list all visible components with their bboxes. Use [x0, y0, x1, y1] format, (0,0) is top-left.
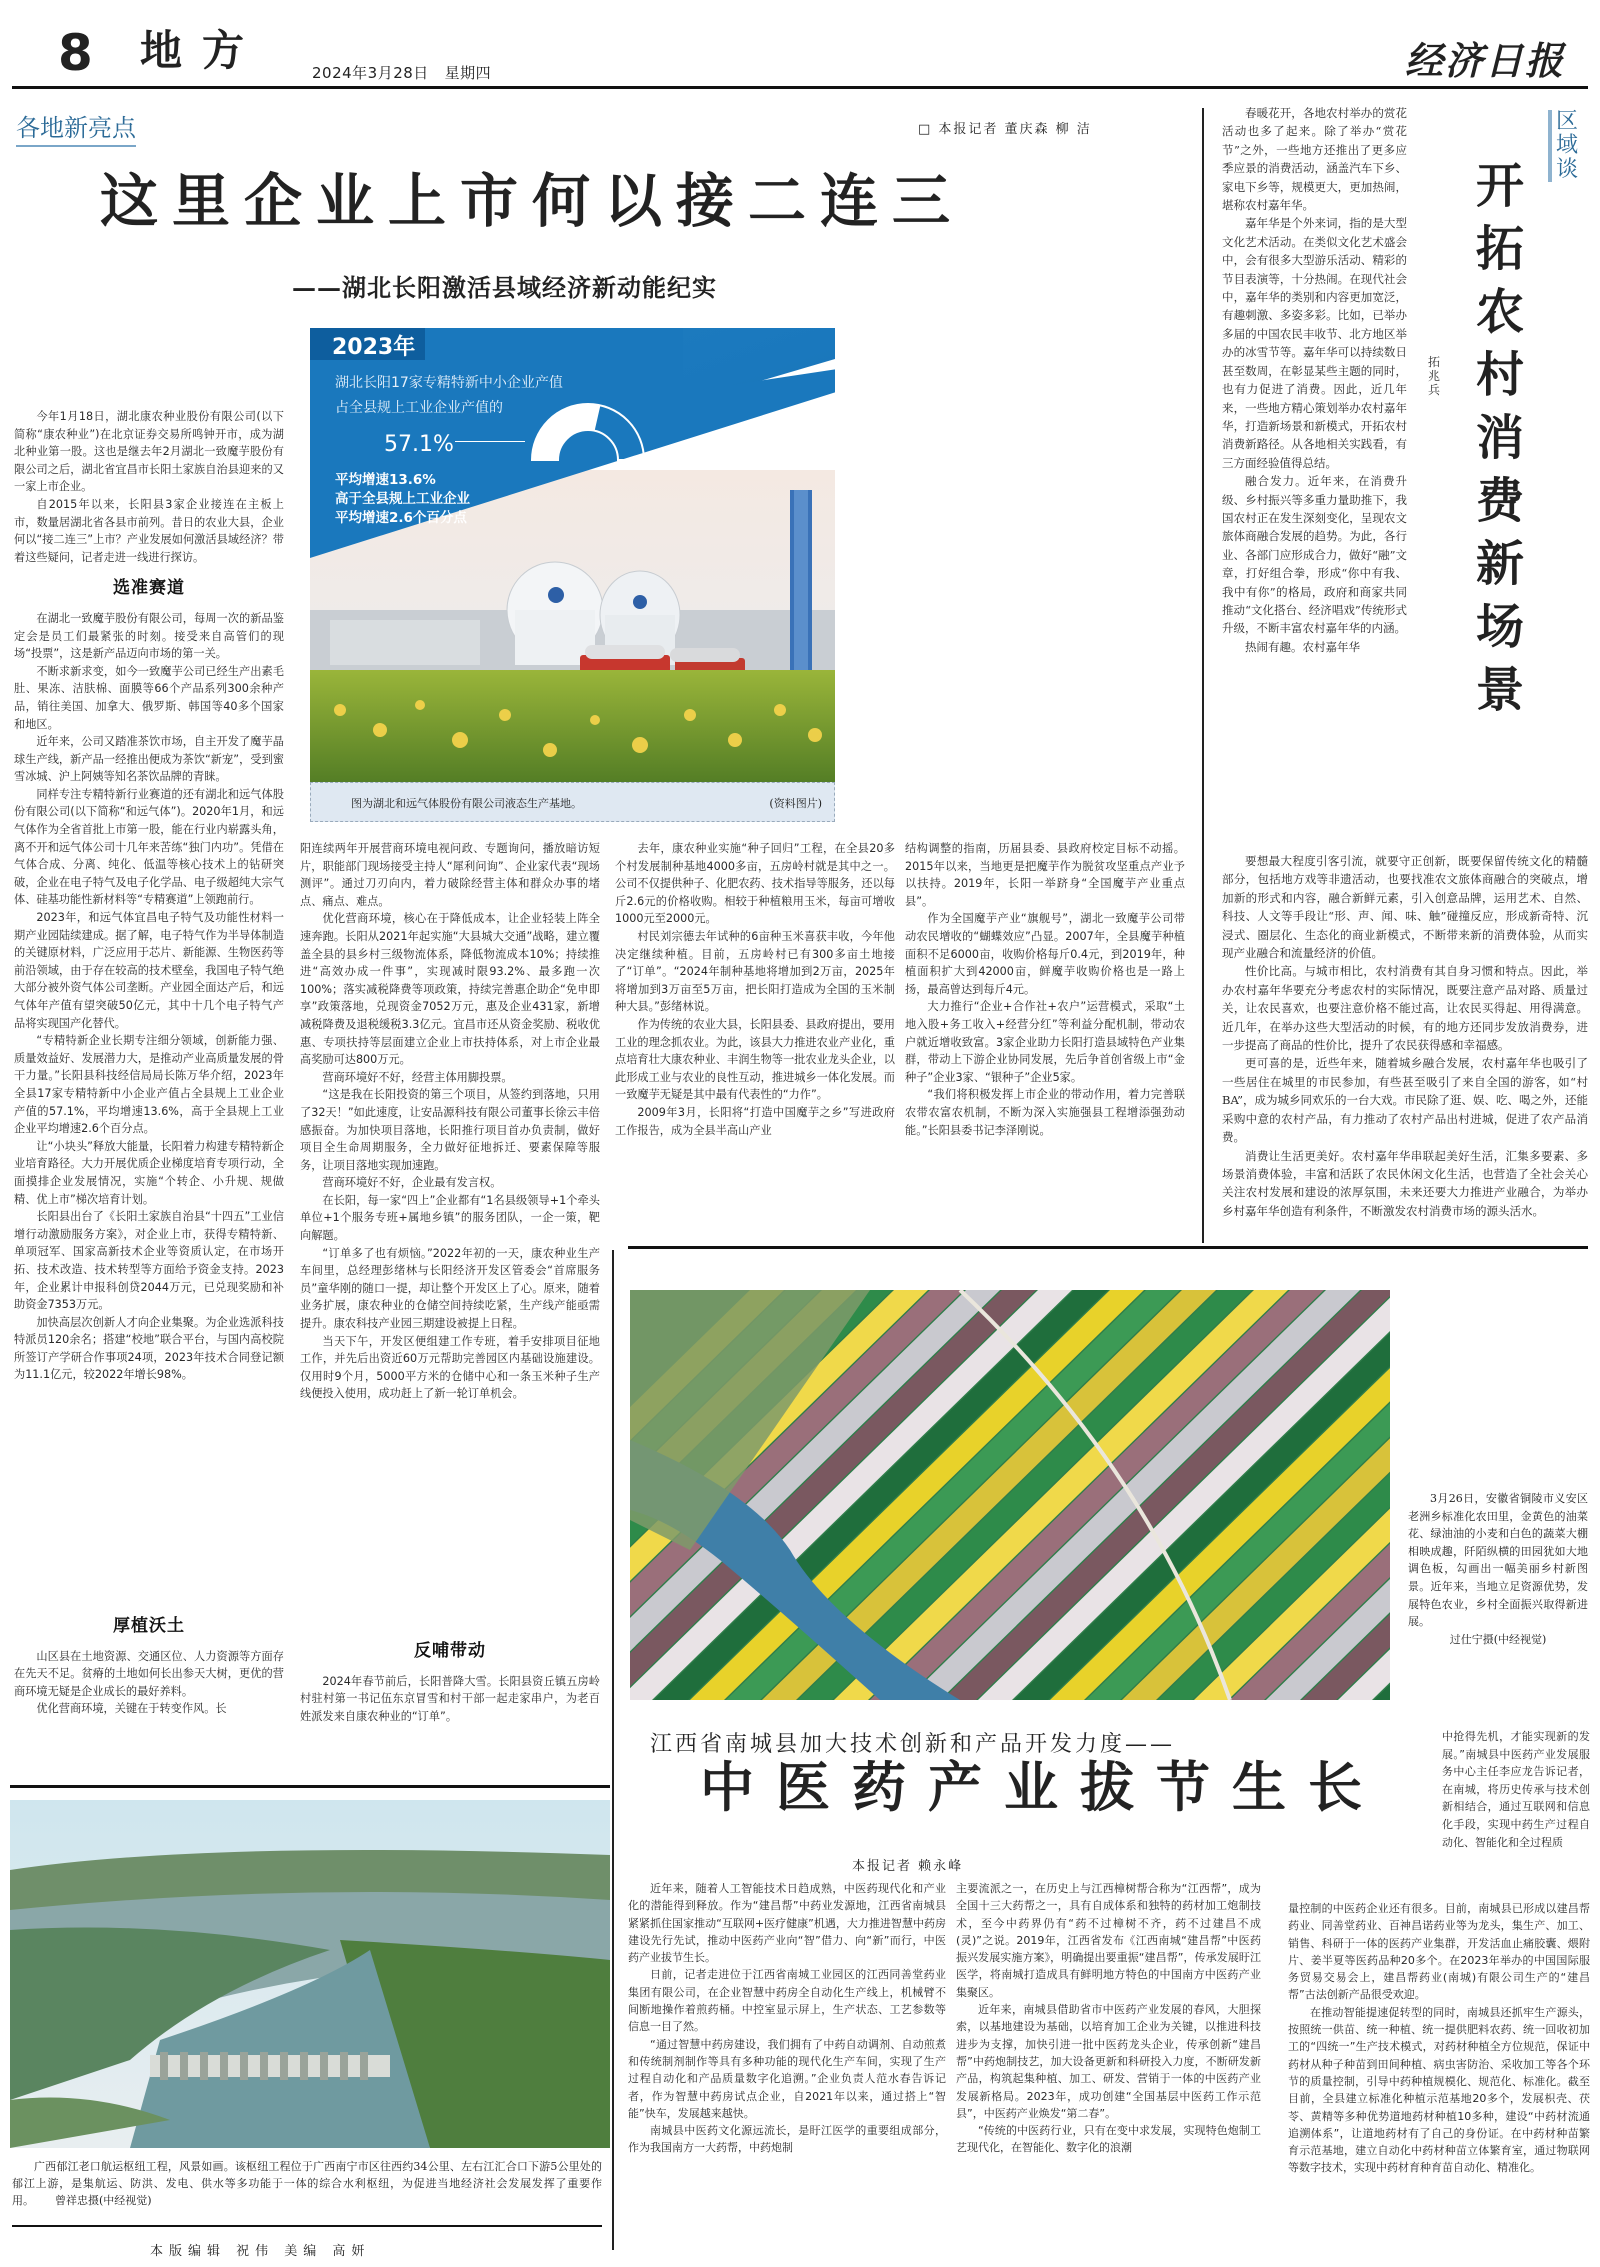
headline-char: 开 [1475, 158, 1524, 214]
article1-column-1-bottom [14, 1612, 284, 1780]
article1-headline: 这里企业上市何以接二连三 [100, 167, 965, 235]
section-divider [628, 1246, 1588, 1249]
paragraph: 要想最大程度引客引流，就要守正创新，既要保留传统文化的精髓部分，包括地方戏等非遗活动，也要找准农文旅体商融合的突破点，增加新的形式和内容，融合新鲜元素，引入创意品牌，运用艺术、自然、科技、人文等手段让“形、声、闻、味、触”碰撞反应，形成新奇特、沉浸式、圈层化、生态化的商业新模式，不断带来新的消费体验，从而实现产业融合和流量经济的价值。 [1222, 854, 1588, 961]
infographic-year: 2023年 [310, 328, 425, 360]
paragraph: 近年来，随着人工智能技术日趋成熟，中医药现代化和产业化的潜能得到释放。作为“建昌帮”中药业发源地，江西省南城县紧紧抓住国家推动“互联网+医疗健康”机遇，大力推进智慧中药房建设先行先试，推动中医药产业向“智”借力、向“新”而行，中医药产业拔节生长。 [628, 1882, 946, 1965]
paragraph: 在推动智能提速促转型的同时，南城县还抓牢生产源头，按照统一供苗、统一种植、统一提供肥料农药、统一回收初加工的“四统一”生产技术模式，对药材种植全方位规范，保证中药材从种子种苗到田间种植、病虫害防治、采收加工等各个环节的质量控制，引导中药种植规模化、规范化、标准化。截至目前，全县建立标准化种植示范基地20多个，发展枳壳、茯苓、黄精等多种优势道地药材种植10多种，建设“中药材流通追溯体系”，让道地药材有了自己的身份证。在中药材种苗繁育示范基地，建立自动化中药材种苗立体繁育室，通过物联网等数字技术，实现中药材育种育苗自动化、精准化。 [1288, 2005, 1590, 2175]
paragraph: 2024年春节前后，长阳普降大雪。长阳县资丘镇五房岭村驻村第一书记伍东京冒雪和村干部一起走家串户，为老百姓派发来自康农种业的“订单”。 [300, 1674, 600, 1723]
paragraph: 去年，康农种业实施“种子回归”工程，在全县20多个村发展制种基地4000多亩，五房岭村就是其中之一。公司不仅提供种子、化肥农药、技术指导等服务，还以每斤2.6元的价格收购。相较于种植粮用玉米，每亩可增收1000元至2000元。 [615, 842, 895, 926]
commentary-headline [1475, 155, 1525, 722]
paragraph: 中抢得先机，才能实现新的发展。”南城县中医药产业发展服务中心主任李应龙告诉记者，在南城，将历史传承与技术创新相结合，通过互联网和信息化手段，实现中药生产过程自动化、智能化和全过程质 [1442, 1730, 1590, 1849]
headline-char: 拓 [1475, 221, 1524, 277]
farmland-caption-box [1408, 1490, 1588, 1648]
date: 2024年3月28日 [312, 64, 429, 82]
commentary-narrow [1222, 104, 1407, 852]
headline-char: 农 [1475, 284, 1524, 340]
paragraph: “专精特新企业长期专注细分领域，创新能力强、质量效益好、发展潜力大，是推动产业高质量发展的骨干力量。”长阳县科技经信局局长陈万华介绍，2023年全县17家专精特新中小企业产值占全县规上工业企业产值的57.1%，平均增速13.6%，高于全县规上工业企业平均增速2.6个百分点。 [14, 1034, 284, 1136]
paragraph: 营商环境好不好，经营主体用脚投票。 [322, 1070, 513, 1084]
subhead-xuanzhun: 选准赛道 [113, 578, 185, 599]
section-name: 地方 [140, 26, 265, 75]
headline-char: 景 [1475, 662, 1524, 718]
paragraph: 村民刘宗德去年试种的6亩种玉米喜获丰收，今年他决定继续种植。目前，五房岭村已有300多亩土地接了“订单”。“2024年制种基地将增加到2万亩，2025年将增加到3万亩至5万亩，把长阳打造成为全国的玉米制种大县。”彭绪林说。 [615, 929, 895, 1014]
article2-byline: 本报记者 赖永峰 [852, 1859, 964, 1874]
photo1-caption-box [310, 782, 835, 822]
paragraph: 让“小块头”释放大能量，长阳着力构建专精特新企业培育路径。大力开展优质企业梯度培育专项行动，全面摸排企业发展情况，实施“个转企、小升规、规做精、优上市”梯次培育计划。 [14, 1139, 284, 1206]
column-label: 区域谈 [1548, 110, 1576, 182]
paragraph: 大力推行“企业+合作社+农户”运营模式，采取“土地入股+务工收入+经营分红”等利益分配机制，带动农户就近增收致富。3家企业助力长阳打造县域特色产业集群，带动上下游企业协同发展，先后争首创省级上市“金种子”企业3家、“银种子”企业5家。 [905, 1000, 1185, 1084]
subhead-houzhi: 厚植沃土 [113, 1616, 185, 1636]
masthead-rule [12, 86, 1588, 89]
dam-photo [10, 1800, 610, 2148]
column-divider [1202, 108, 1204, 1243]
percent-gauge [528, 400, 648, 464]
paragraph: 在长阳，每一家“四上”企业都有“1名县级领导+1个牵头单位+1个服务专班+属地乡镇”的服务团队，一企一策，靶向解题。 [300, 1193, 600, 1243]
subhead-fanbu: 反哺带动 [414, 1641, 486, 1661]
article1-column-1 [14, 408, 284, 1653]
section-kicker: 各地新亮点 [16, 108, 136, 147]
infographic-bottom-1: 平均增速13.6% [335, 472, 436, 488]
dam-divider [10, 1785, 610, 1788]
dam-caption [12, 2158, 602, 2209]
photo1-caption: 图为湖北和远气体股份有限公司液态生产基地。 [351, 797, 582, 810]
farmland-aerial-photo [630, 1290, 1390, 1700]
paragraph: 同样专注专精特新行业赛道的还有湖北和远气体股份有限公司(以下简称“和远气体”)。2020年1月，和远气体作为全省首批上市第一股，能在行业内崭露头角，离不开和远气体公司十几年来苦练“独门内功”。凭借在气体合成、分离、纯化、低温等核心技术上的钻研突破，企业在电子特气及电子化学品、电子级超纯大宗气体、硅基功能性新材料等“专精赛道”上领跑前行。 [14, 787, 284, 907]
weekday: 星期四 [444, 64, 492, 82]
article2-column-2 [956, 1880, 1261, 2265]
article1-column-2-bottom [300, 1615, 600, 1780]
paragraph: 今年1月18日，湖北康农种业股份有限公司(以下简称“康农种业”)在北京证券交易所鸣钟开市，成为湖北种业第一股。这也是继去年2月湖北一致魔芋股份有限公司之后，湖北省宜昌市长阳土家族自治县迎来的又一家上市企业。 [14, 410, 284, 494]
paragraph: 近年来，公司又踏准茶饮市场，自主开发了魔芋晶球生产线，新产品一经推出便成为茶饮“新宠”，受到蜜雪冰城、沪上阿姨等知名茶饮品牌的青睐。 [14, 735, 284, 784]
infographic-bottom-2: 高于全县规上工业企业 [335, 491, 470, 507]
article2-headline: 中医药产业拔节生长 [700, 1755, 1384, 1819]
paragraph: 更可喜的是，近些年来，随着城乡融合发展，农村嘉年华也吸引了一些居住在城里的市民参加，有些甚至吸引了来自全国的游客，如“村BA”，成为城乡同欢乐的一台大戏。市民除了逛、娱、吃、喝之外，还能采购中意的农村产品，有力推动了农村产品出村进城，促进了农产品消费。 [1222, 1056, 1588, 1145]
paragraph: 营商环境好不好，企业最有发言权。 [322, 1176, 502, 1190]
column-divider-left [612, 1250, 614, 2250]
paragraph: 2009年3月，长阳将“打造中国魔芋之乡”写进政府工作报告，成为全县半高山产业 [615, 1105, 895, 1137]
headline-char: 费 [1475, 473, 1524, 529]
infographic-line-1: 湖北长阳17家专精特新中小企业产值 [335, 375, 563, 391]
article1-subheadline: ——湖北长阳激活县域经济新动能纪实 [292, 273, 717, 302]
article2-column-3-top [1442, 1728, 1590, 1896]
headline-char: 新 [1475, 536, 1524, 592]
paragraph: 优化营商环境，核心在于降低成本，让企业轻装上阵全速奔跑。长阳从2021年起实施“大县城大交通”战略，建立覆盖全县的县乡村三级物流体系，降低物流成本10%；持续推进“高效办成一件事”，实现减时限93.2%、最多跑一次100%；落实减税降费等项政策，持续完善惠企助企“免申即享”政策落地，兑现资金7052万元，惠及企业431家，新增减税降费及退税缓税3.3亿元。宜昌市还从资金奖励、税收优惠、专项扶持等层面建立企业上市扶持体系，对上市企业最高奖励可达800万元。 [300, 912, 600, 1067]
footer-rule [12, 2225, 602, 2227]
article2-kicker: 江西省南城县加大技术创新和产品开发力度—— [650, 1732, 1176, 1757]
paragraph: 南城县中医药文化源远流长，是盱江医学的重要组成部分，作为我国南方一大药帮，中药炮制 [628, 2124, 946, 2155]
article1-byline: □ 本报记者 董庆森 柳 洁 [918, 122, 1092, 137]
paragraph: 消费让生活更美好。农村嘉年华串联起美好生活，汇集多要素、多场景消费体验，丰富和活跃了农民休闲文化生活，也营造了全社会关心关注农村发展和建设的浓厚氛围，未来还要大力推进产业融合，为举办乡村嘉年华创造有利条件，不断激发农村消费市场的源头活水。 [1222, 1148, 1588, 1218]
paragraph: 日前，记者走进位于江西省南城工业园区的江西同善堂药业集团有限公司，在企业智慧中药房全自动化生产线上，机械臂不间断地操作着煎药桶。中控室显示屏上，生产状态、工艺参数等信息一目了然。 [628, 1968, 946, 2034]
paragraph: 2023年，和远气体宜昌电子特气及功能性材料一期产业园陆续建成。据了解，电子特气作为半导体制造的关键原材料，广泛应用于芯片、新能源、生物医药等前沿领域，由于存在较高的技术壁垒，我国电子特气绝大部分被外资气体公司垄断。产业园全面达产后，和远气体年产值有望突破50亿元，其中十几个电子特气产品将实现国产化替代。 [14, 911, 284, 1030]
paragraph: “订单多了也有烦恼。”2022年初的一天，康农种业生产车间里，总经理彭绪林与长阳经济开发区管委会“首席服务员”童华刚的随口一提，却让整个开发区上了心。原来，随着业务扩展，康农种业的仓储空间持续吃紧，生产线产能亟需提升。康农科技产业园三期建设被提上日程。 [300, 1246, 600, 1331]
editor-credit: 本版编辑 祝伟 美编 高妍 [150, 2244, 371, 2259]
infographic-percent: 57.1% [384, 432, 454, 457]
commentary-author: 拓兆兵 [1428, 355, 1441, 397]
paragraph: 不断求新求变，如今一致魔芋公司已经生产出素毛肚、果冻、洁肤棉、面膜等66个产品系列300余种产品，销往美国、加拿大、俄罗斯、韩国等40多个国家和地区。 [14, 664, 284, 731]
paragraph: 主要流派之一，在历史上与江西樟树帮合称为“江西帮”，成为全国十三大药帮之一，具有自成体系和独特的药材加工炮制技术，至今中药界仍有“药不过樟树不齐，药不过建昌不成(灵)”之说。2019年，江西省发布《江西南城“建昌帮”中医药振兴发展实施方案》，明确提出要重振“建昌帮”，传承发展盱江医学，将南城打造成具有鲜明地方特色的中国南方中医药产业集聚区。 [956, 1882, 1261, 1999]
paragraph: 自2015年以来，长阳县3家企业接连在主板上市，数量居湖北省各县市前列。昔日的农业大县，企业何以“接二连三”上市？产业发展如何激活县域经济？带着这些疑问，记者走进一线进行探访。 [14, 497, 284, 564]
gauge-fill [532, 404, 600, 460]
infographic-leader-line [455, 441, 525, 442]
photo1-source: (资料图片) [769, 797, 822, 810]
article1-column-4 [905, 840, 1185, 1235]
paragraph: 阳连续两年开展营商环境电视问政、专题询问，播放暗访短片，职能部门现场接受主持人“犀利问询”、企业家代表“现场测评”。通过刀刃向内，着力破除经营主体和群众办事的堵点、痛点、难点。 [300, 842, 600, 908]
headline-char: 村 [1475, 347, 1524, 403]
paragraph: 优化营商环境，关键在于转变作风。长 [36, 1702, 227, 1716]
paragraph: 加快高层次创新人才向企业集聚。为企业选派科技特派员120余名；搭建“校地”联合平台，与国内高校院所签订产学研合作事项24项，2023年技术合同登记额为11.1亿元，较2022年增长98%。 [14, 1315, 284, 1382]
paragraph: 作为传统的农业大县，长阳县委、县政府提出，要用工业的理念抓农业。为此，该县大力推进农业产业化，重点培育壮大康农种业、丰润生物等一批农业龙头企业，以此形成工业与农业的良性互动，推进城乡一体化发展。而一致魔芋无疑是其中最有代表性的“力作”。 [615, 1017, 895, 1102]
paragraph: 作为全国魔芋产业“旗舰号”，湖北一致魔芋公司带动农民增收的“蝴蝶效应”凸显。2007年，全县魔芋种植面积不足6000亩，收购价格每斤0.4元，到2019年，种植面积扩大到42000亩，鲜魔芋收购价格也是一路上扬，最高曾达到每斤4元。 [905, 912, 1185, 996]
paragraph: 量控制的中医药企业还有很多。目前，南城县已形成以建昌帮药业、同善堂药业、百神昌诺药业等为龙头，集生产、加工、销售、科研于一体的医药产业集群，开发活血止痛胶囊、煨附片、姜半夏等医药品种20多个。在2023年举办的中国国际服务贸易交易会上，建昌帮药业(南城)有限公司生产的“建昌帮”古法创新产品很受欢迎。 [1288, 1902, 1590, 2002]
farmland-credit: 过仕宁摄(中经视觉) [1449, 1632, 1547, 1646]
paragraph: 近年来，南城县借助省市中医药产业发展的春风，大胆探索，以基地建设为基础，以培育加工企业为关键，以推进科技进步为支撑，加快引进一批中医药龙头企业，传承创新“建昌帮”中药炮制技艺，加大设备更新和科研投入力度，不断研发新产品，构筑起集种植、加工、研发、营销于一体的中医药产业发展新格局。2023年，成功创建“全国基层中医药工作示范县”，中医药产业焕发“第二春”。 [956, 2003, 1261, 2120]
article2-column-3 [1288, 1900, 1590, 2265]
paragraph: 当天下午，开发区便组建工作专班，着手安排项目征地工作，并先后出资近60万元帮助完善园区内基础设施建设。仅用时9个月，5000平方米的仓储中心和一条玉米种子生产线便投入使用，成功赶上了新一轮订单机会。 [300, 1334, 600, 1401]
commentary-wide [1222, 852, 1588, 1230]
newspaper-logo: 经济日报 [1405, 38, 1566, 83]
article2-column-1 [628, 1880, 946, 2265]
paragraph: “这是我在长阳投资的第三个项目，从签约到落地，只用了32天！”如此速度，让安品源科技有限公司董事长徐云丰倍感振奋。为加快项目落地，长阳推行项目首办负责制，做好项目全生命周期服务，全力做好征地拆迁、要素保障等服务，让项目落地实现加速跑。 [300, 1088, 600, 1172]
paragraph: “通过智慧中药房建设，我们拥有了中药自动调剂、自动煎煮和传统制剂制作等具有多种功能的现代化生产车间，实现了生产过程自动化和产品质量数字化追溯。”企业负责人范水春告诉记者，作为智慧中药房试点企业，自2021年以来，通过搭上“智能”快车，发展越来越快。 [628, 2037, 946, 2120]
paragraph: 长阳县出台了《长阳土家族自治县“十四五”工业信增行动激励服务方案》，对企业上市，获得专精特新、单项冠军、国家高新技术企业等资质认定，在市场开拓、技术改造、技术转型等方面给予资金支持。2023年，企业累计申报科创贷2044万元，已兑现奖励和补助资金7353万元。 [14, 1210, 284, 1312]
dam-caption-text: 广西郁江老口航运枢纽工程，风景如画。该枢纽工程位于广西南宁市区往西约34公里、左右江汇合口下游5公里处的郁江上游，是集航运、防洪、发电、供水等多功能于一体的综合水利枢纽，为促进当地经济社会发展发挥了重要作用。 [12, 2160, 602, 2207]
infographic-line-2: 占全县规上工业企业产值的 [335, 400, 503, 416]
paragraph: 山区县在土地资源、交通区位、人力资源等方面存在先天不足。贫瘠的土地如何长出参天大树，更优的营商环境无疑是企业成长的最好养料。 [14, 1649, 284, 1698]
headline-char: 消 [1475, 410, 1524, 466]
issue-date [312, 62, 491, 83]
paragraph: 在湖北一致魔芋股份有限公司，每周一次的新品鉴定会是员工们最紧张的时刻。接受来自高管们的现场“投票”，这是新产品迈向市场的第一关。 [14, 611, 284, 661]
paragraph: “我们将积极发挥上市企业的带动作用，着力完善联农带农富农机制，不断为深入实施强县工程增添强劲动能。”长阳县委书记李泽刚说。 [905, 1088, 1185, 1137]
paragraph: “传统的中医药行业，只有在变中求发展，实现特色炮制工艺现代化，在智能化、数字化的浪潮 [956, 2124, 1261, 2155]
paragraph: 结构调整的指南，历届县委、县政府校定目标不动摇。2015年以来，当地更是把魔芋作为脱贫攻坚重点产业予以扶持。2019年，长阳一举跻身“全国魔芋产业重点县”。 [905, 842, 1185, 908]
article1-column-3 [615, 840, 895, 1235]
paragraph: 嘉年华是个外来词，指的是大型文化艺术活动。在类似文化艺术盛会中，会有很多大型游乐活动、精彩的节目表演等，十分热闹。在现代社会中，嘉年华的类别和内容更加宽泛，有趣刺激、多姿多彩。比如，已举办多届的中国农民丰收节、北方地区举办的冰雪节等。嘉年华可以持续数日甚至数周，在彰显某些主题的同时，也有力促进了消费。因此，近几年来，一些地方精心策划举办农村嘉年华，打造新场景和新模式，开拓农村消费新路径。从各地相关实践看，有三方面经验值得总结。 [1222, 216, 1407, 470]
farmland-caption: 3月26日，安徽省铜陵市义安区老洲乡标准化农田里，金黄色的油菜花、绿油油的小麦和白色的蔬菜大棚相映成趣，阡陌纵横的田园犹如大地调色板，勾画出一幅美丽乡村新图景。近年来，当地立足资源优势，发展特色农业，乡村全面振兴取得新进展。 [1408, 1492, 1588, 1629]
paragraph: 融合发力。近年来，在消费升级、乡村振兴等多重力量助推下，我国农村正在发生深刻变化，呈现农文旅体商融合发展的趋势。为此，各行业、各部门应形成合力，做好“融”文章，打好组合拳，形成“你中有我、我中有你”的格局，政府和商家共同推动“文化搭台、经济唱戏”传统形式升级，不断丰富农村嘉年华的内涵。 [1222, 474, 1407, 636]
headline-char: 场 [1475, 599, 1524, 655]
paragraph: 热闹有趣。农村嘉年华 [1245, 639, 1360, 654]
paragraph: 性价比高。与城市相比，农村消费有其自身习惯和特点。因此，举办农村嘉年华要充分考虑农村的实际情况，既要注意产品对路、质量过关，让农民喜欢，也要注意价格不能过高，让农民买得起、用得满意。近几年，在举办这些大型活动的时候，有的地方还同步发放消费券，进一步提高了商品的性价比，提升了农民获得感和幸福感。 [1222, 964, 1588, 1053]
page-number: 8 [58, 24, 93, 82]
article1-column-2 [300, 840, 600, 1615]
paragraph: 春暖花开，各地农村举办的赏花活动也多了起来。除了举办“赏花节”之外，一些地方还推出了更多应季应景的消费活动，涵盖汽车下乡、家电下乡等，规模更大，更加热闹，堪称农村嘉年华。 [1222, 106, 1407, 213]
infographic-bottom-3: 平均增速2.6个百分点 [335, 510, 467, 526]
dam-credit: 曾祥忠摄(中经视觉) [54, 2194, 152, 2207]
